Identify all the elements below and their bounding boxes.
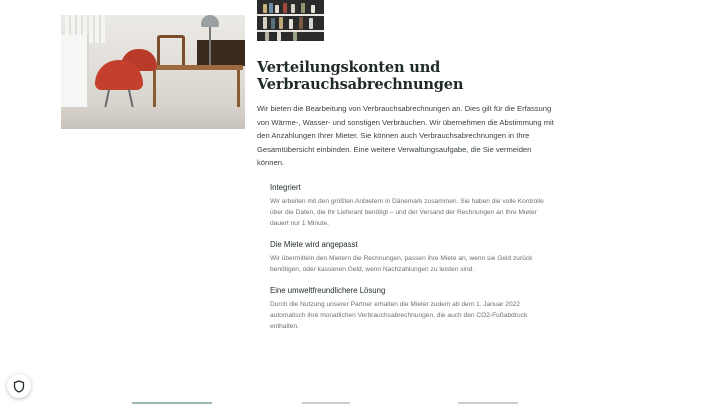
floor-graphic xyxy=(61,107,245,129)
wooden-chair-graphic xyxy=(157,35,185,68)
privacy-settings-button[interactable] xyxy=(7,374,31,398)
footer-text-fragment xyxy=(132,402,212,404)
footer-link-cutoff xyxy=(458,401,520,405)
section-intro: Wir bieten die Bearbeitung von Verbrauchsabrechnungen an. Dies gilt für die Erfassung von Wärme-, Wasser- und sonstigen Verbräuchen. Wir übernehmen die Abstimmung mit den Anzahlungen Ihrer Mieter. Sie können auch Verbrauchsabrechnungen in Ihre Gesamtübersicht einbinden. Eine weitere Verwaltungsaufgabe, die Sie vermeiden können. xyxy=(257,104,554,167)
bookshelf-graphic xyxy=(197,40,245,66)
feature-text: Durch die Nutzung unserer Partner erhalten die Mieter zudem ab dem 1. Januar 2022 automatisch ihre monatlichen Verbrauchsabrechnungen, die auch den CO2-Fußabdruck enthalten. xyxy=(270,301,528,331)
feature-text: Wir arbeiten mit den größten Anbietern in Dänemark zusammen. Sie haben die volle Kontrolle über die Daten, die Ihr Lieferant benötigt – und der Versand der Rechnungen an Ihre Mieter dauert nur 1 Minute. xyxy=(270,198,544,228)
book xyxy=(265,32,269,41)
book xyxy=(275,5,279,13)
book xyxy=(277,32,281,41)
footer-link-cutoff xyxy=(302,401,352,405)
shield-icon xyxy=(13,380,25,393)
shelf-line xyxy=(257,14,324,16)
photo-cutout xyxy=(140,0,202,15)
footer-text-fragment xyxy=(302,402,350,404)
book xyxy=(293,32,297,41)
feature-title: Eine umweltfreundlichere Lösung xyxy=(270,286,386,295)
book xyxy=(263,17,267,29)
book xyxy=(279,17,283,29)
book xyxy=(299,17,303,29)
book xyxy=(271,18,275,29)
lamp-arm-graphic xyxy=(209,27,211,65)
feature-integrated xyxy=(270,182,555,230)
book xyxy=(269,3,273,13)
feature-title: Die Miete wird angepasst xyxy=(270,240,358,249)
window-graphic xyxy=(61,35,89,113)
book xyxy=(263,4,267,13)
table-graphic xyxy=(149,65,243,70)
book xyxy=(289,19,293,29)
lamp-graphic xyxy=(201,15,219,27)
feature-eco-solution xyxy=(270,285,555,333)
book xyxy=(301,3,305,13)
footer-text-fragment xyxy=(458,402,518,404)
book xyxy=(291,4,295,13)
footer-link-cutoff xyxy=(132,401,214,405)
interior-photo xyxy=(61,15,245,129)
feature-text: Wir übermitteln den Mietern die Rechnungen, passen ihre Miete an, wenn sie Geld zurück benötigen, oder kassieren Geld, wenn Nachzahlungen zu leisten sind. xyxy=(270,255,533,274)
book xyxy=(283,3,287,13)
book xyxy=(309,18,313,29)
book xyxy=(311,5,315,13)
feature-rent-adjusted xyxy=(270,239,555,275)
bookshelf-photo xyxy=(257,0,324,41)
feature-title: Integriert xyxy=(270,183,301,192)
section-heading: Verteilungskonten und Verbrauchsabrechnungen xyxy=(257,59,464,93)
